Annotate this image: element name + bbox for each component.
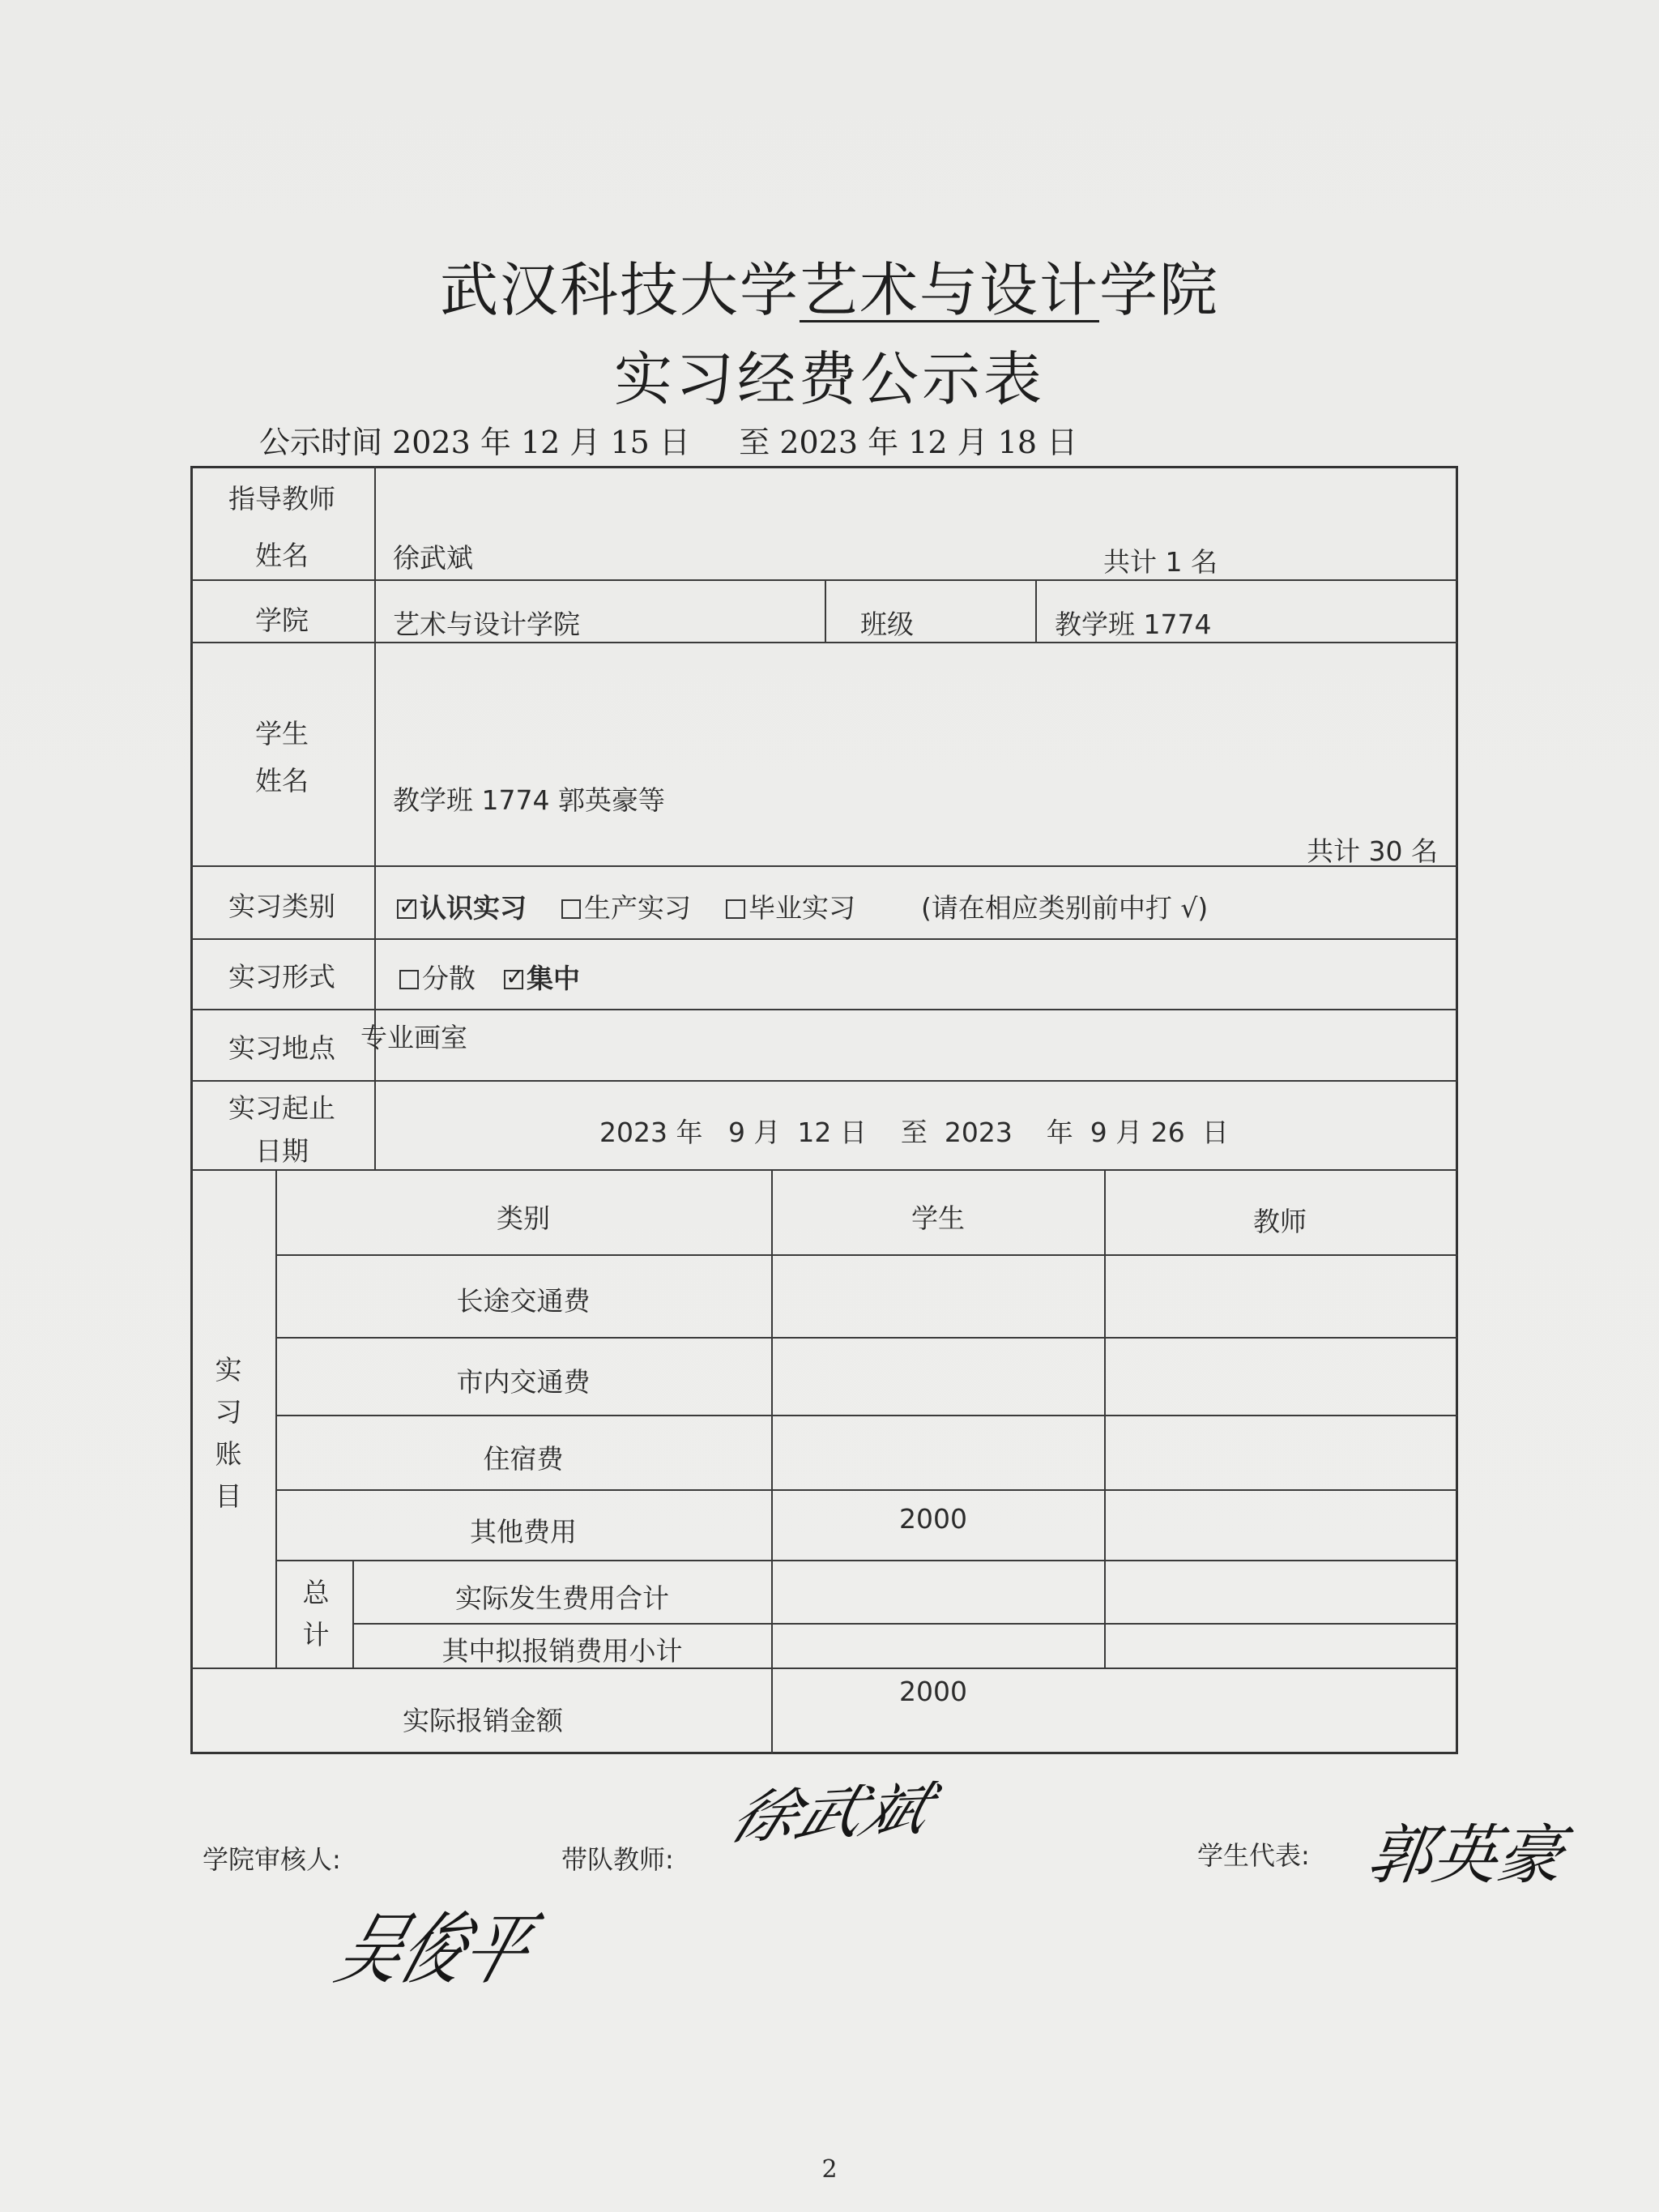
checkbox-checked-icon[interactable] — [504, 970, 523, 989]
category-note: (请在相应类别前中打 √) — [921, 892, 1209, 924]
account-row-label: 市内交通费 — [456, 1366, 591, 1398]
students-label-2: 姓名 — [255, 765, 309, 796]
lead-teacher-signature: 徐武斌 — [721, 1774, 941, 1852]
location-value: 专业画室 — [360, 1022, 467, 1053]
account-row-label: 其他费用 — [470, 1516, 577, 1548]
total-label: 总计 — [302, 1577, 330, 1650]
page-number: 2 — [821, 2155, 838, 2184]
form-options: 分散 ✓ 集中 — [399, 958, 580, 996]
reimbursed-value: 2000 — [899, 1676, 967, 1707]
reimbursed-label: 实际报销金额 — [403, 1705, 563, 1736]
students-total: 共计 30 名 — [1307, 835, 1438, 867]
dates-value: 2023 年 9 月 12 日 至 2023 年 9 月 26 日 — [599, 1117, 1229, 1148]
dates-label-2: 日期 — [255, 1135, 309, 1167]
document-subtitle: 实习经费公示表 — [613, 345, 1045, 413]
accounts-header-student: 学生 — [911, 1202, 965, 1234]
accounts-header-category: 类别 — [497, 1202, 550, 1234]
college-reviewer-label: 学院审核人: — [203, 1844, 341, 1875]
teacher-label-1: 指导教师 — [228, 483, 335, 515]
account-row-student-value: 2000 — [899, 1503, 967, 1535]
students-value: 教学班 1774 郭英豪等 — [393, 784, 665, 816]
account-row-label: 长途交通费 — [456, 1285, 591, 1317]
class-value: 教学班 1774 — [1055, 609, 1212, 640]
checkbox-empty-icon[interactable] — [561, 899, 581, 919]
students-label-1: 学生 — [255, 718, 309, 749]
category-options: ✓ 认识实习 生产实习 毕业实习 (请在相应类别前中打 √) — [397, 887, 1208, 925]
accounts-header-teacher: 教师 — [1253, 1206, 1307, 1237]
college-label: 学院 — [255, 604, 309, 636]
student-rep-signature: 郭英豪 — [1363, 1817, 1568, 1893]
accounts-section-label: 实习账目 — [215, 1354, 242, 1512]
publish-time: 公示时间 2023 年 12 月 15 日 至 2023 年 12 月 18 日 — [259, 425, 1078, 460]
dates-label-1: 实习起止 — [228, 1092, 335, 1124]
teacher-total: 共计 1 名 — [1103, 546, 1218, 578]
checkbox-checked-icon[interactable] — [397, 899, 416, 919]
student-rep-label: 学生代表: — [1197, 1840, 1310, 1871]
form-label: 实习形式 — [228, 961, 335, 993]
total-row-label: 实际发生费用合计 — [455, 1582, 669, 1614]
account-row-label: 住宿费 — [483, 1443, 564, 1475]
location-label: 实习地点 — [228, 1032, 335, 1064]
lead-teacher-label: 带队教师: — [561, 1844, 674, 1875]
total-row-label: 其中拟报销费用小计 — [441, 1635, 683, 1667]
category-label: 实习类别 — [228, 890, 335, 922]
checkbox-empty-icon[interactable] — [399, 970, 419, 989]
checkbox-empty-icon[interactable] — [726, 899, 745, 919]
college-reviewer-signature: 吴俊平 — [326, 1904, 543, 1995]
class-label: 班级 — [860, 609, 914, 640]
teacher-name: 徐武斌 — [393, 542, 473, 574]
teacher-label-2: 姓名 — [255, 540, 309, 571]
document-title: 武汉科技大学艺术与设计学院 — [439, 256, 1220, 324]
college-value: 艺术与设计学院 — [393, 609, 580, 640]
